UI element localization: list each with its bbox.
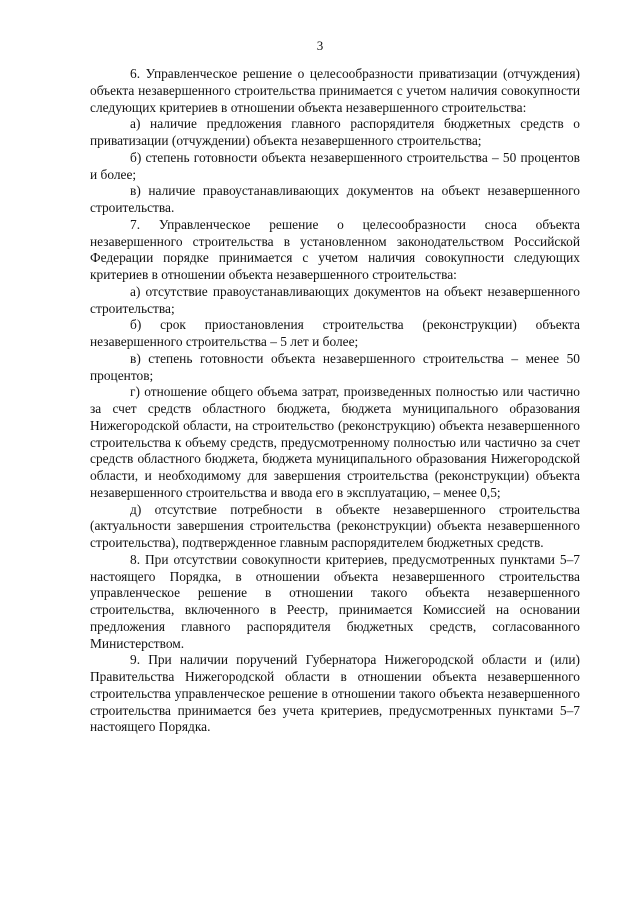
paragraph-7b: б) срок приостановления строительства (реконструкции) объекта незавершенного строительства – 5 лет и более; [90, 317, 580, 349]
paragraph-7g: г) отношение общего объема затрат, произведенных полностью или частично за счет средств областного бюджета, бюджета муниципального образования Нижегородской области, на строительство (реконструкцию) объекта незавершенного строительства к объему средств, предусмотренному полностью или частично за счет средств областного бюджета, бюджета муниципального образования Нижегородской области, и необходимому для завершения строительства (реконструкции) объекта незавершенного строительства и ввода его в эксплуатацию, – менее 0,5; [90, 384, 580, 500]
paragraph-6a: а) наличие предложения главного распорядителя бюджетных средств о приватизации (отчуждении) объекта незавершенного строительства; [90, 116, 580, 148]
document-body [90, 66, 580, 736]
paragraph-6: 6. Управленческое решение о целесообразности приватизации (отчуждения) объекта незавершенного строительства принимается с учетом наличия совокупности следующих критериев в отношении объекта незавершенного строительства: [90, 66, 580, 115]
page-number: 3 [316, 38, 324, 53]
paragraph-6b: б) степень готовности объекта незавершенного строительства – 50 процентов и более; [90, 149, 580, 182]
paragraph-8: 8. При отсутствии совокупности критериев, предусмотренных пунктами 5–7 настоящего Порядка, в отношении объекта незавершенного строительства управленческое решение в отношении такого объекта незавершенного строительства, включенного в Реестр, принимается Комиссией на основании предложения главного распорядителя бюджетных средств, согласованного Министерством. [90, 551, 580, 651]
paragraph-7a: а) отсутствие правоустанавливающих документов на объект незавершенного строительства; [90, 283, 580, 316]
paragraph-7d: д) отсутствие потребности в объекте незавершенного строительства (актуальности завершения строительства (реконструкции) объекта незавершенного строительства), подтвержденное главным распорядителем бюджетных средств. [90, 501, 580, 550]
paragraph-6v: в) наличие правоустанавливающих документов на объект незавершенного строительства. [90, 183, 580, 215]
paragraph-9: 9. При наличии поручений Губернатора Нижегородской области и (или) Правительства Нижегородской области в отношении объекта незавершенного строительства управленческое решение в отношении такого объекта незавершенного строительства принимается без учета критериев, предусмотренных пунктами 5–7 настоящего Порядка. [90, 652, 580, 735]
paragraph-7: 7. Управленческое решение о целесообразности сноса объекта незавершенного строительства в установленном законодательством Российской Федерации порядке принимается с учетом наличия совокупности следующих критериев в отношении объекта незавершенного строительства: [90, 216, 580, 282]
paragraph-7v: в) степень готовности объекта незавершенного строительства – менее 50 процентов; [90, 350, 580, 383]
